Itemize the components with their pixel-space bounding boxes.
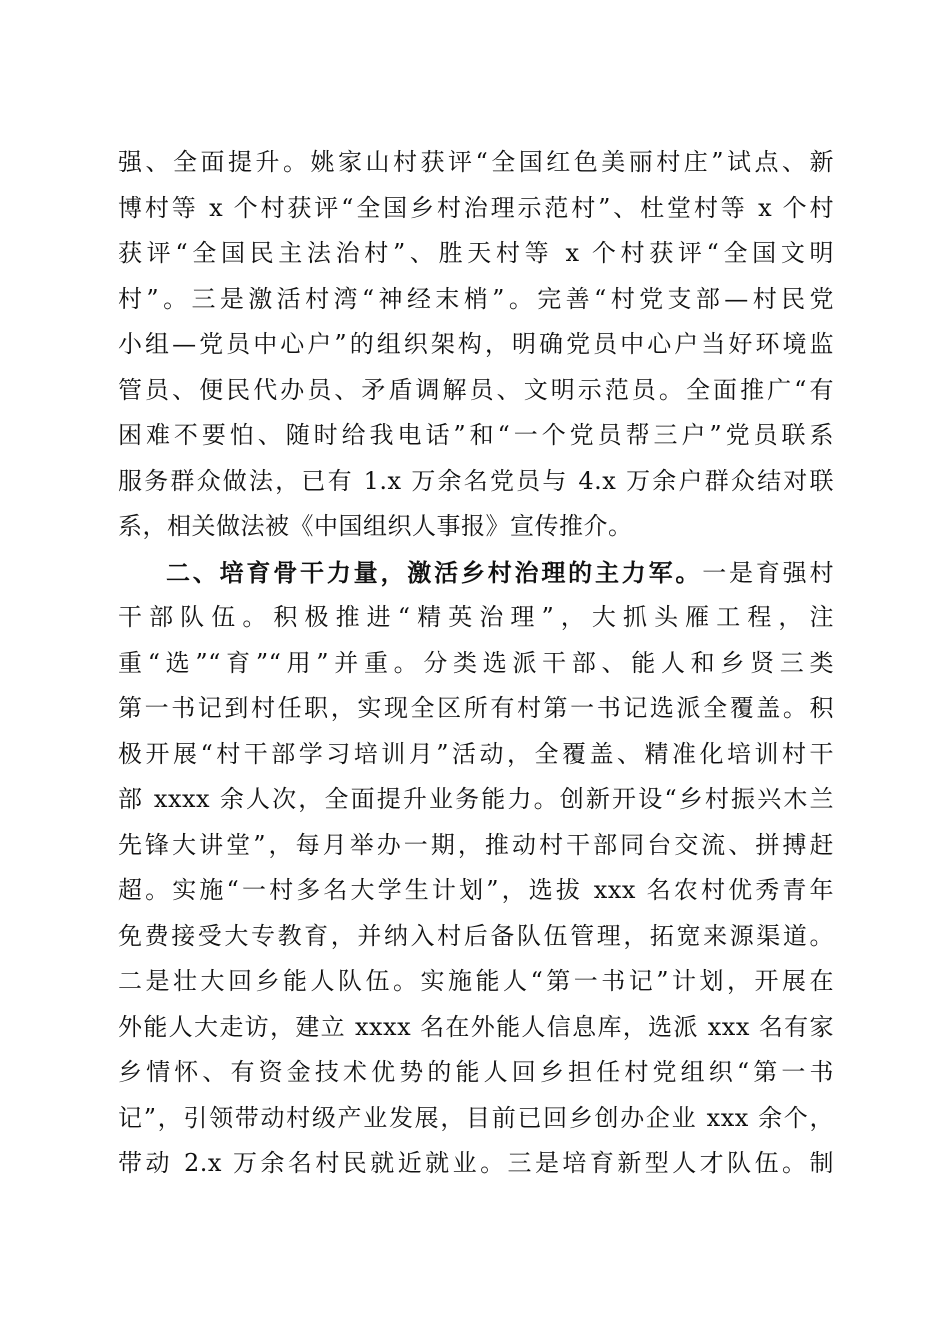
section-heading-line (118, 550, 834, 596)
text-line: 博村等 x 个村获评“全国乡村治理示范村”、杜堂村等 x 个村 (118, 193, 834, 222)
text-line: 带动 2.x 万余名村民就近就业。三是培育新型人才队伍。制 (118, 1149, 834, 1177)
text-line: 部 xxxx 余人次，全面提升业务能力。创新开设“乡村振兴木兰 (118, 785, 834, 813)
text-line: 强、全面提升。姚家山村获评“全国红色美丽村庄”试点、新 (118, 148, 834, 176)
text-line: 获评“全国民主法治村”、胜天村等 x 个村获评“全国文明 (118, 239, 834, 267)
text-line: 第一书记到村任职，实现全区所有村第一书记选派全覆盖。积 (118, 694, 834, 722)
text-line: 乡情怀、有资金技术优势的能人回乡担任村党组织“第一书 (118, 1058, 834, 1086)
section-heading-tail: 一是育强村 (702, 558, 834, 587)
text-line: 极开展“村干部学习培训月”活动，全覆盖、精准化培训村干 (118, 739, 834, 768)
text-line: 外能人大走访，建立 xxxx 名在外能人信息库，选派 xxx 名有家 (118, 1012, 834, 1041)
text-line: 村”。三是激活村湾“神经末梢”。完善“村党支部—村民党 (118, 284, 834, 313)
text-line: 干部队伍。积极推进“精英治理”，大抓头雁工程，注 (118, 603, 834, 631)
section-heading: 二、培育骨干力量，激活乡村治理的主力军。 (166, 557, 703, 587)
text-line: 二是壮大回乡能人队伍。实施能人“第一书记”计划，开展在 (118, 967, 834, 995)
text-line: 免费接受大专教育，并纳入村后备队伍管理，拓宽来源渠道。 (118, 921, 834, 950)
text-line: 记”，引领带动村级产业发展，目前已回乡创办企业 xxx 余个， (118, 1103, 834, 1132)
text-line: 系，相关做法被《中国组织人事报》宣传推介。 (118, 512, 633, 540)
text-line: 超。实施“一村多名大学生计划”，选拔 xxx 名农村优秀青年 (118, 876, 834, 904)
text-line: 服务群众做法，已有 1.x 万余名党员与 4.x 万余户群众结对联 (118, 466, 834, 495)
text-line: 小组—党员中心户”的组织架构，明确党员中心户当好环境监 (118, 330, 834, 358)
text-line: 先锋大讲堂”，每月举办一期，推动村干部同台交流、拼搏赶 (118, 830, 834, 859)
text-line: 重“选”“育”“用”并重。分类选派干部、能人和乡贤三类 (118, 648, 834, 677)
body-text (118, 140, 834, 1187)
text-line: 管员、便民代办员、矛盾调解员、文明示范员。全面推广“有 (118, 375, 834, 404)
text-line: 困难不要怕、随时给我电话”和“一个党员帮三户”党员联系 (118, 421, 834, 449)
